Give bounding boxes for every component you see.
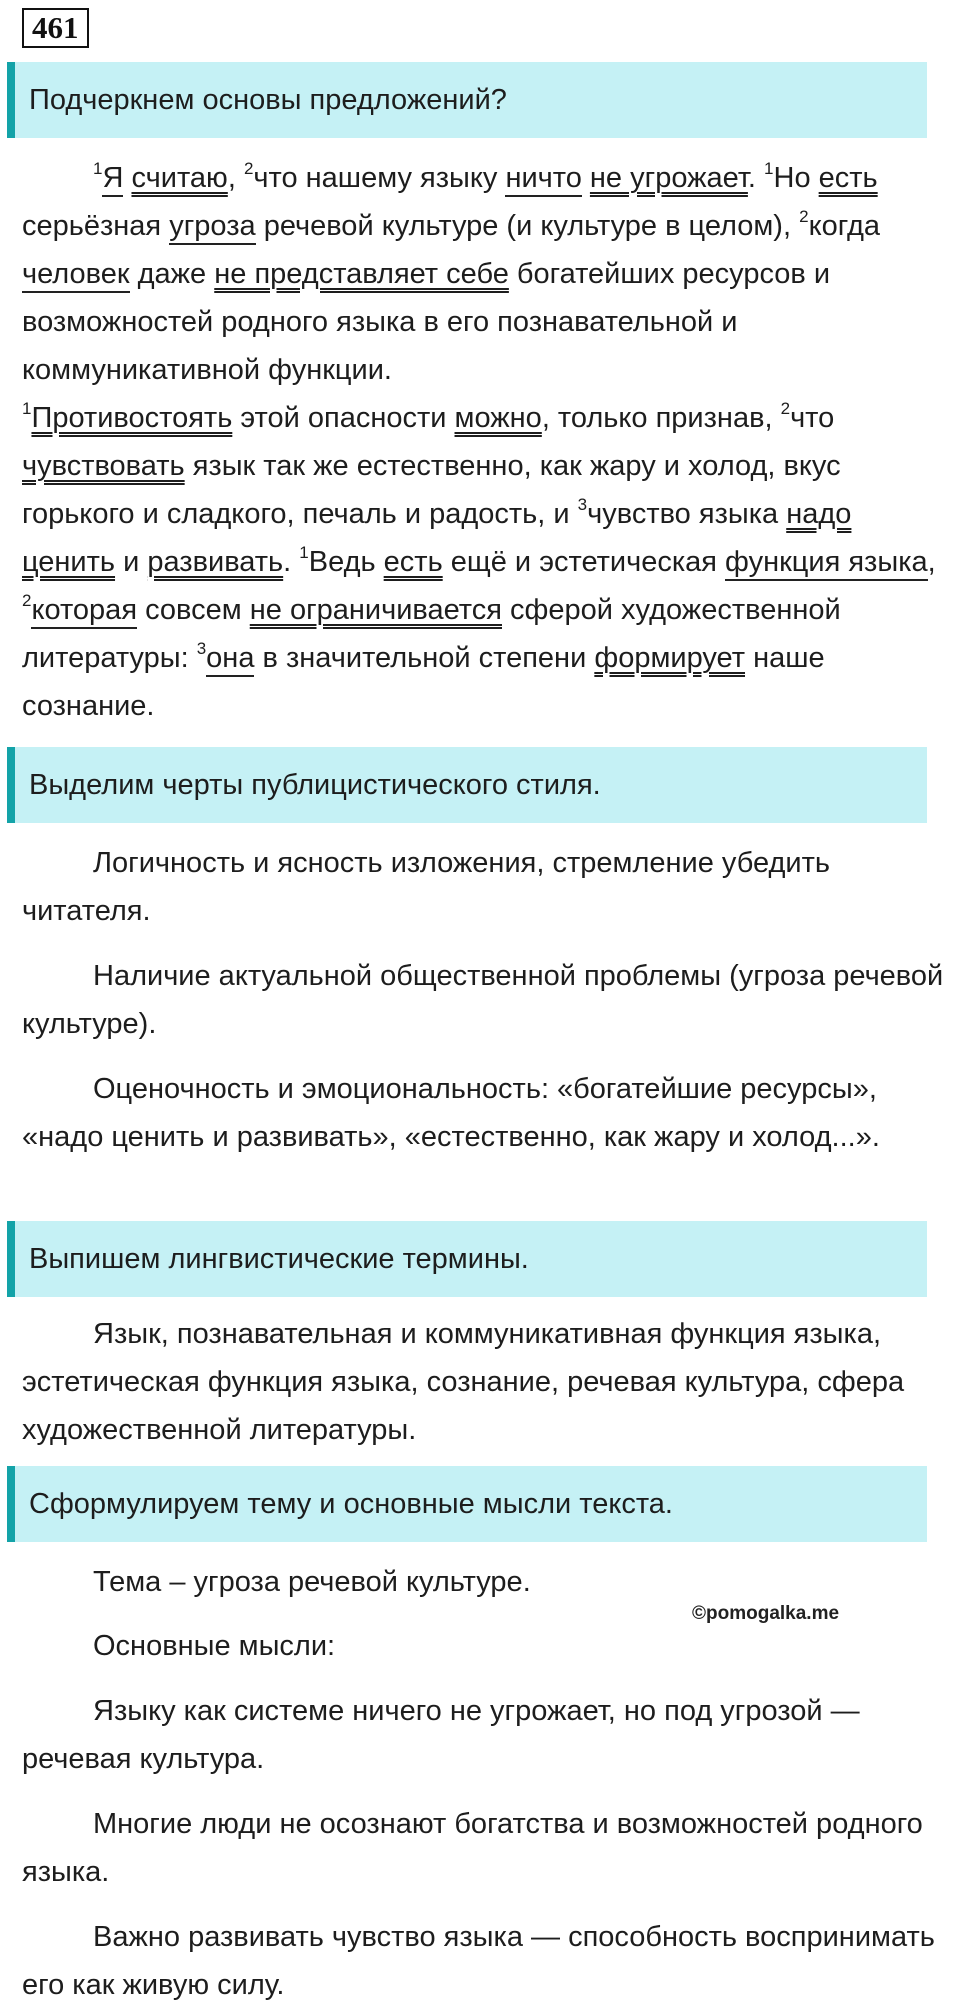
clause-index: 1: [764, 159, 774, 178]
predicate: есть: [818, 162, 878, 194]
clause-index: 2: [22, 591, 32, 610]
heading-underline-bases: Подчеркнем основы предложений?: [7, 62, 927, 138]
predicate: надо ценить: [22, 498, 852, 578]
subject: ничто: [505, 162, 581, 197]
predicate: есть: [383, 546, 443, 578]
predicate: не ограничивается: [249, 594, 502, 626]
clause-index: 1: [93, 159, 103, 178]
analyzed-text: $^1$Я считаю, $^2$что нашему языку ничто не угрожает. $^1$Но есть серьёзная угроза речевой культуре (и культуре в целом), $^2$когда человек даже не представляет себе богатейших ресурсов и возможностей родного языка в его познавательной и коммуникативной функции. $^1$Противостоять этой опасности можно, только признав, $^2$что чувствовать язык так же естественно, как жару и холод, вкус горького и сладкого, печаль и радость, и $^3$чувство языка надо ценить и развивать. $^1$Ведь есть ещё и эстетическая функция языка, $^2$которая совсем не ограничивается сферой художественной литературы: $^3$она в значительной степени формирует наше сознание.: [22, 159, 936, 722]
clause-index: 3: [196, 639, 207, 658]
theme-paragraph: Тема – угроза речевой культуре.: [93, 1566, 531, 1598]
predicate: формирует: [594, 642, 746, 674]
heading-theme-ideas: Сформулируем тему и основные мысли текста.: [7, 1466, 927, 1542]
clause-index: 1: [22, 399, 32, 418]
clause-index: 1: [299, 543, 309, 562]
predicate: Противостоять: [31, 402, 233, 434]
heading-style-features: Выделим черты публицистического стиля.: [7, 747, 927, 823]
subject: Я: [102, 162, 123, 197]
subject: человек: [22, 258, 130, 293]
main-idea-paragraph: Многие люди не осознают богатства и возможностей родного языка.: [22, 1808, 923, 1888]
main-ideas-label: Основные мысли:: [93, 1630, 336, 1662]
clause-index: 2: [780, 399, 791, 418]
style-feature-paragraph: Логичность и ясность изложения, стремление убедить читателя.: [22, 847, 831, 927]
predicate: не угрожает: [589, 162, 748, 194]
task-number: 461: [22, 8, 89, 48]
main-idea-paragraph: Языку как системе ничего не угрожает, но под угрозой — речевая культура.: [22, 1695, 860, 1775]
subject: функция языка: [725, 546, 928, 581]
subject: она: [206, 642, 254, 677]
subject: угроза: [169, 210, 255, 245]
clause-index: 3: [577, 495, 588, 514]
clause-index: 2: [243, 159, 254, 178]
predicate: развивать: [147, 546, 284, 578]
main-idea-paragraph: Важно развивать чувство языка — способность воспринимать его как живую силу.: [22, 1921, 935, 2001]
predicate: считаю: [131, 162, 228, 194]
terms-paragraph: Язык, познавательная и коммуникативная функция языка, эстетическая функция языка, сознание, речевая культура, сфера художественной литературы.: [22, 1318, 905, 1446]
clause-index: 2: [799, 207, 809, 226]
predicate: не представляет себе: [214, 258, 509, 290]
subject: которая: [31, 594, 137, 629]
watermark: ©pomogalka.me: [692, 1603, 840, 1624]
style-feature-paragraph: Наличие актуальной общественной проблемы (угроза речевой культуре).: [22, 960, 944, 1040]
style-feature-paragraph: Оценочность и эмоциональность: «богатейшие ресурсы», «надо ценить и развивать», «естественно, как жару и холод...».: [22, 1073, 880, 1153]
predicate: чувствовать: [22, 450, 185, 482]
predicate: можно: [454, 402, 542, 434]
heading-linguistic-terms: Выпишем лингвистические термины.: [7, 1221, 927, 1297]
